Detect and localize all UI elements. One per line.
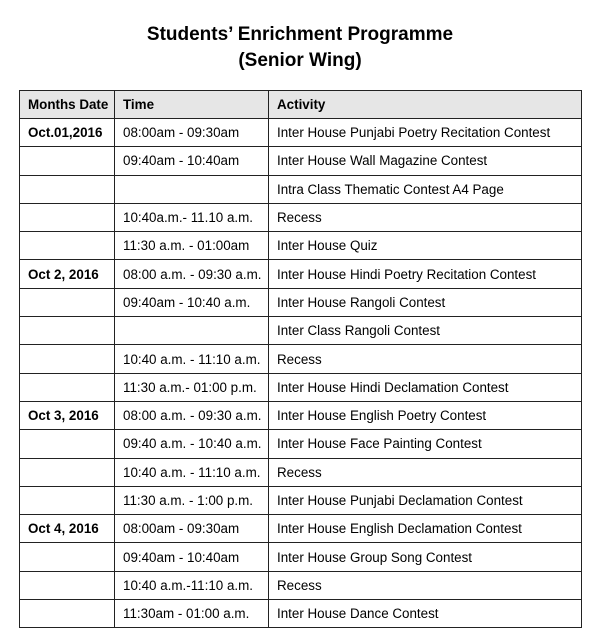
- activity-cell: Inter House Punjabi Declamation Contest: [269, 486, 582, 514]
- table-row: [20, 543, 582, 571]
- activity-cell: Inter House Punjabi Poetry Recitation Contest: [269, 119, 582, 147]
- date-cell: [20, 147, 115, 175]
- table-row: [20, 147, 582, 175]
- time-cell: [115, 317, 269, 345]
- date-cell: [20, 430, 115, 458]
- table-row: [20, 288, 582, 316]
- date-cell: [20, 373, 115, 401]
- date-cell: [20, 232, 115, 260]
- activity-cell: Recess: [269, 203, 582, 231]
- time-cell: 08:00 a.m. - 09:30 a.m.: [115, 260, 269, 288]
- date-cell: Oct 2, 2016: [20, 260, 115, 288]
- time-cell: 09:40am - 10:40am: [115, 543, 269, 571]
- date-cell: [20, 317, 115, 345]
- date-cell: [20, 345, 115, 373]
- table-row: [20, 571, 582, 599]
- table-row: [20, 486, 582, 514]
- header-date: Months Date: [20, 91, 115, 119]
- table-row: [20, 458, 582, 486]
- time-cell: 10:40 a.m.-11:10 a.m.: [115, 571, 269, 599]
- table-row: [20, 515, 582, 543]
- activity-cell: Inter House Group Song Contest: [269, 543, 582, 571]
- activity-cell: Inter House Wall Magazine Contest: [269, 147, 582, 175]
- header-activity: Activity: [269, 91, 582, 119]
- date-cell: [20, 543, 115, 571]
- table-row: [20, 232, 582, 260]
- date-cell: [20, 600, 115, 628]
- date-cell: Oct 4, 2016: [20, 515, 115, 543]
- activity-cell: Intra Class Thematic Contest A4 Page: [269, 175, 582, 203]
- time-cell: 11:30 a.m. - 01:00am: [115, 232, 269, 260]
- time-cell: 11:30am - 01:00 a.m.: [115, 600, 269, 628]
- header-time: Time: [115, 91, 269, 119]
- table-row: [20, 430, 582, 458]
- table-row: [20, 203, 582, 231]
- time-cell: 08:00am - 09:30am: [115, 515, 269, 543]
- time-cell: 11:30 a.m.- 01:00 p.m.: [115, 373, 269, 401]
- activity-cell: Inter House Quiz: [269, 232, 582, 260]
- time-cell: 10:40 a.m. - 11:10 a.m.: [115, 345, 269, 373]
- table-row: [20, 175, 582, 203]
- activity-cell: Inter House Face Painting Contest: [269, 430, 582, 458]
- schedule-table: [19, 90, 582, 628]
- date-cell: [20, 486, 115, 514]
- activity-cell: Inter House English Poetry Contest: [269, 401, 582, 429]
- activity-cell: Inter House English Declamation Contest: [269, 515, 582, 543]
- table-row: [20, 119, 582, 147]
- activity-cell: Inter House Dance Contest: [269, 600, 582, 628]
- time-cell: 09:40 a.m. - 10:40 a.m.: [115, 430, 269, 458]
- time-cell: 10:40a.m.- 11.10 a.m.: [115, 203, 269, 231]
- date-cell: [20, 458, 115, 486]
- activity-cell: Inter House Rangoli Contest: [269, 288, 582, 316]
- table-row: [20, 401, 582, 429]
- table-row: [20, 600, 582, 628]
- date-cell: [20, 175, 115, 203]
- date-cell: [20, 571, 115, 599]
- date-cell: Oct 3, 2016: [20, 401, 115, 429]
- activity-cell: Inter House Hindi Poetry Recitation Contest: [269, 260, 582, 288]
- time-cell: [115, 175, 269, 203]
- time-cell: 11:30 a.m. - 1:00 p.m.: [115, 486, 269, 514]
- activity-cell: Recess: [269, 571, 582, 599]
- time-cell: 08:00 a.m. - 09:30 a.m.: [115, 401, 269, 429]
- time-cell: 08:00am - 09:30am: [115, 119, 269, 147]
- table-row: [20, 317, 582, 345]
- time-cell: 09:40am - 10:40am: [115, 147, 269, 175]
- date-cell: [20, 203, 115, 231]
- activity-cell: Inter House Hindi Declamation Contest: [269, 373, 582, 401]
- table-row: [20, 260, 582, 288]
- date-cell: [20, 288, 115, 316]
- page-subtitle: (Senior Wing): [238, 50, 362, 71]
- page-title: Students’ Enrichment Programme: [146, 24, 454, 45]
- activity-cell: Inter Class Rangoli Contest: [269, 317, 582, 345]
- time-cell: 09:40am - 10:40 a.m.: [115, 288, 269, 316]
- time-cell: 10:40 a.m. - 11:10 a.m.: [115, 458, 269, 486]
- table-row: [20, 345, 582, 373]
- activity-cell: Recess: [269, 345, 582, 373]
- table-row: [20, 373, 582, 401]
- date-cell: Oct.01,2016: [20, 119, 115, 147]
- table-header-row: [20, 91, 582, 119]
- activity-cell: Recess: [269, 458, 582, 486]
